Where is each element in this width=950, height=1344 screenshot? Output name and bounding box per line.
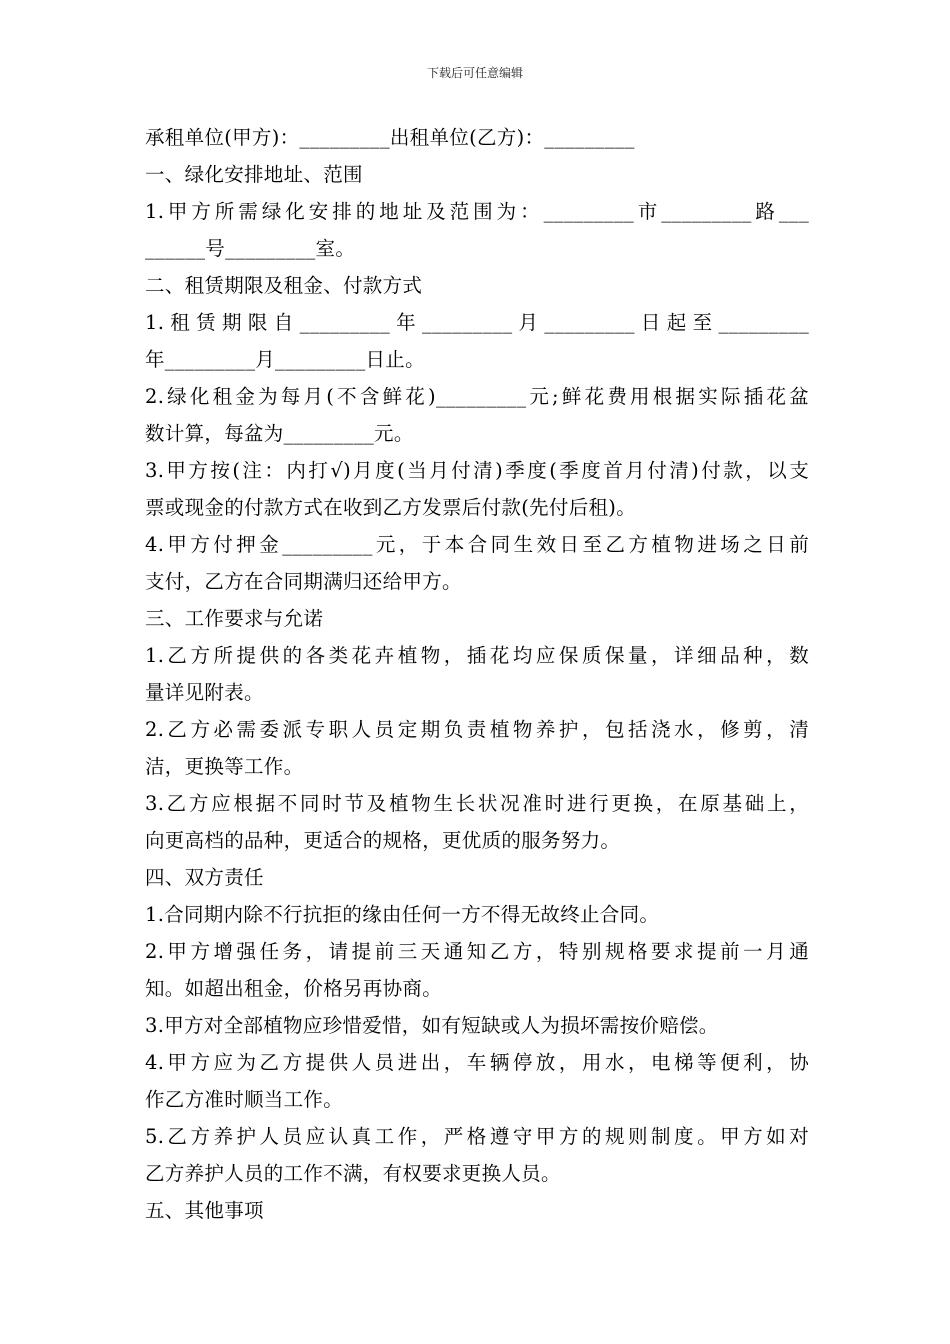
section-heading-1: 一、绿化安排地址、范围: [145, 163, 363, 186]
paragraph-line: ______号_________室。: [145, 237, 356, 260]
paragraph-line: 4.甲方付押金_________元，于本合同生效日至乙方植物进场之日前: [145, 533, 809, 556]
paragraph-line: 乙方养护人员的工作不满，有权要求更换人员。: [145, 1162, 561, 1185]
paragraph-line: 2.绿化租金为每月(不含鲜花)_________元;鲜花费用根据实际插花盆: [145, 385, 809, 408]
paragraph-line: 5.乙方养护人员应认真工作，严格遵守甲方的规则制度。甲方如对: [145, 1125, 809, 1148]
paragraph-line: 1.乙方所提供的各类花卉植物，插花均应保质保量，详细品种，数: [145, 644, 809, 667]
paragraph-line: 洁，更换等工作。: [145, 755, 304, 778]
section-heading-4: 四、双方责任: [145, 866, 264, 889]
paragraph-line: 1.甲方所需绿化安排的地址及范围为：_________市_________路___: [145, 200, 809, 223]
paragraph-line: 2.乙方必需委派专职人员定期负责植物养护，包括浇水，修剪，清: [145, 718, 809, 741]
paragraph-line: 3.甲方按(注：内打√)月度(当月付清)季度(季度首月付清)付款，以支: [145, 459, 809, 482]
section-heading-5: 五、其他事项: [145, 1199, 264, 1222]
paragraph-line: 向更高档的品种，更适合的规格，更优质的服务努力。: [145, 829, 621, 852]
paragraph-line: 3.甲方对全部植物应珍惜爱惜，如有短缺或人为损坏需按价赔偿。: [145, 1014, 719, 1037]
paragraph-line: 2.甲方增强任务，请提前三天通知乙方，特别规格要求提前一月通: [145, 940, 809, 963]
paragraph-line: 知。如超出租金，价格另再协商。: [145, 977, 443, 1000]
paragraph-line: 1.合同期内除不行抗拒的缘由任何一方不得无故终止合同。: [145, 903, 660, 926]
page-header: 下载后可任意编辑: [426, 66, 523, 80]
paragraph-line: 作乙方准时顺当工作。: [145, 1088, 344, 1111]
paragraph-line: 量详见附表。: [145, 681, 264, 704]
paragraph-line: 3.乙方应根据不同时节及植物生长状况准时进行更换，在原基础上，: [145, 792, 809, 815]
paragraph-line: 年_________月_________日止。: [145, 348, 425, 371]
section-heading-3: 三、工作要求与允诺: [145, 607, 324, 630]
paragraph-line: 票或现金的付款方式在收到乙方发票后付款(先付后租)。: [145, 496, 637, 519]
paragraph-line: 数计算，每盆为_________元。: [145, 422, 414, 445]
paragraph-line: 4.甲方应为乙方提供人员进出，车辆停放，用水，电梯等便利，协: [145, 1051, 809, 1074]
paragraph-line: 支付，乙方在合同期满归还给甲方。: [145, 570, 462, 593]
paragraph-line: 1.租赁期限自_________年_________月_________日起至_________: [145, 311, 809, 334]
document-body: [145, 119, 809, 1229]
party-line: 承租单位(甲方)：_________出租单位(乙方)：_________: [145, 126, 635, 149]
section-heading-2: 二、租赁期限及租金、付款方式: [145, 274, 423, 297]
